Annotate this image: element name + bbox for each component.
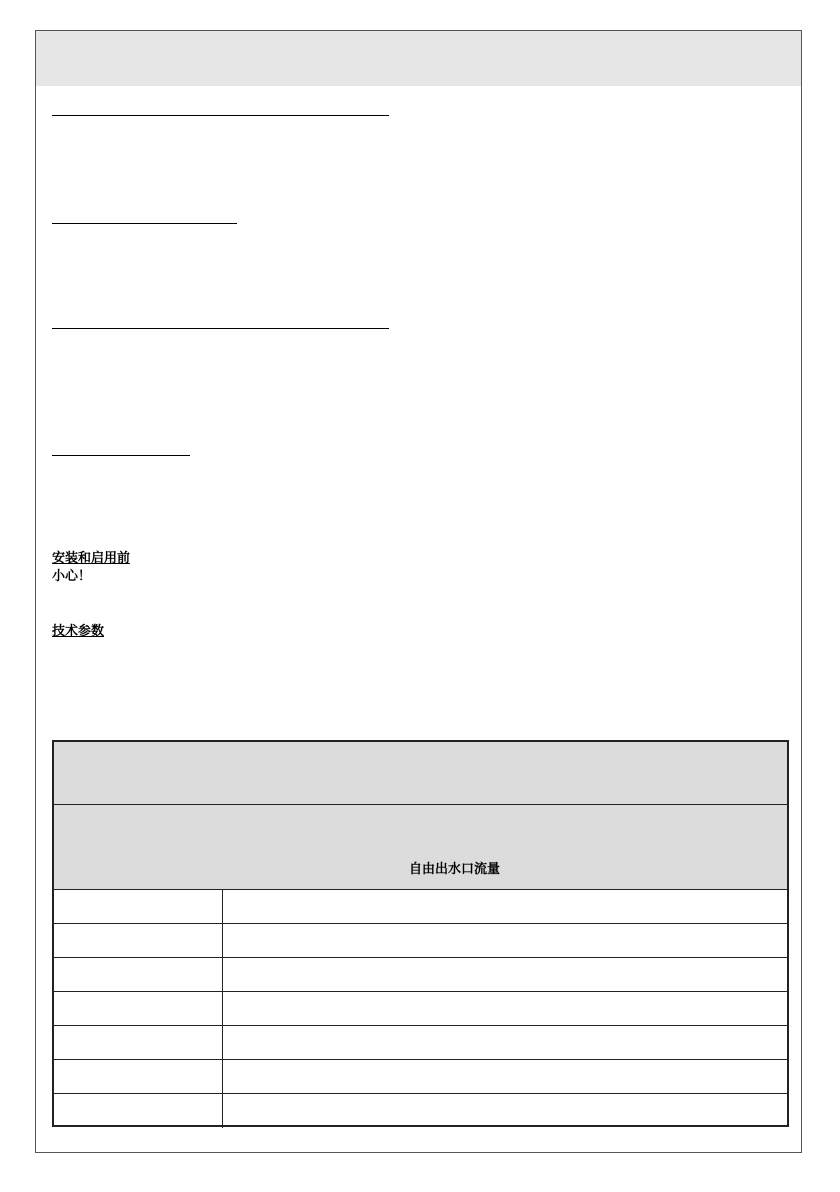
table-row: [54, 958, 787, 992]
spec-table-header-band: [54, 805, 787, 890]
table-row: [54, 890, 787, 924]
section-rule-4: [52, 455, 190, 456]
table-cell-label: [54, 924, 223, 957]
section-rule-2: [52, 223, 237, 224]
table-cell-label: [54, 958, 223, 991]
table-row: [54, 1060, 787, 1094]
table-cell-label: [54, 1026, 223, 1059]
table-cell-label: [54, 890, 223, 923]
tech-params-heading: 技术参数: [52, 624, 105, 639]
flow-rate-header: 自由出水口流量: [408, 862, 500, 877]
spec-table-rows: [54, 890, 787, 1125]
table-cell-label: [54, 1094, 223, 1128]
section-rule-1: [52, 115, 389, 116]
spec-table-title-band: [54, 742, 787, 805]
table-row: [54, 1094, 787, 1128]
table-row: [54, 1026, 787, 1060]
table-cell-label: [54, 1060, 223, 1093]
spec-table: [52, 740, 789, 1127]
table-cell-label: [54, 992, 223, 1025]
table-row: [54, 924, 787, 958]
section-rule-3: [52, 328, 389, 329]
caution-text: 小心！: [52, 569, 92, 584]
header-band: [36, 31, 801, 86]
page-frame: [35, 30, 802, 1153]
before-install-heading: 安装和启用前: [52, 551, 131, 566]
table-row: [54, 992, 787, 1026]
